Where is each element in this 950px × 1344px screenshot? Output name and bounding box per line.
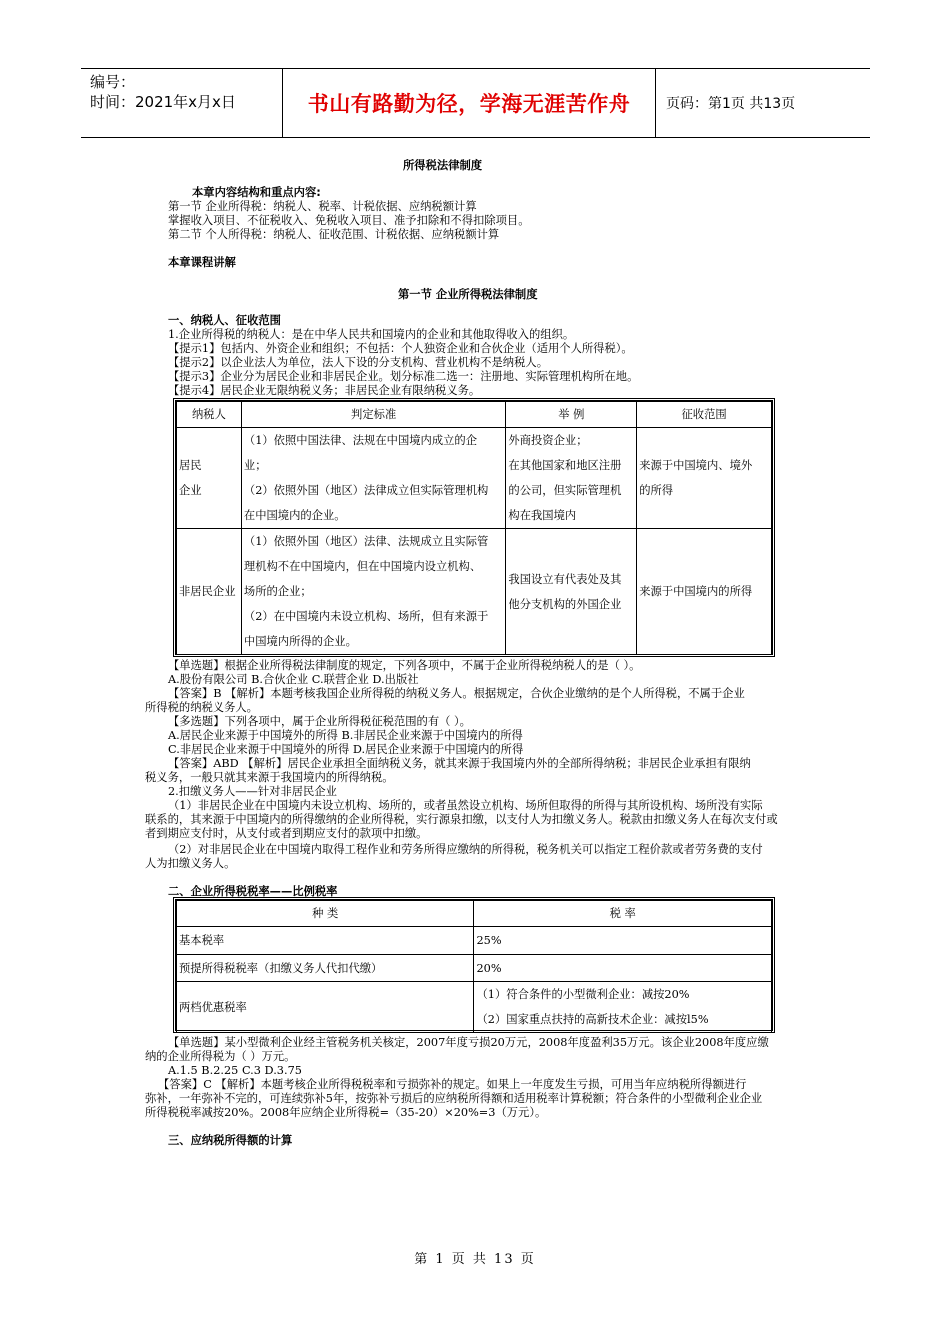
tip-line: 【提示1】包括内、外资企业和组织；不包括：个人独资企业和合伙企业（适用个人所得税）。	[168, 342, 633, 355]
question-line: 【多选题】下列各项中，属于企业所得税征税范围的有（ ）。	[168, 715, 471, 728]
taxpayer-text: 非居民企业	[179, 585, 236, 598]
example-line: 他分支机构的外国企业	[508, 597, 622, 611]
example-line: 我国设立有代表处及其	[508, 572, 622, 586]
section-title: 第一节 企业所得税法律制度	[398, 288, 538, 301]
col-header: 纳税人	[177, 402, 242, 428]
criteria-line: 在中国境内的企业。	[243, 509, 346, 522]
col-header: 种 类	[177, 901, 474, 927]
taxpayer-text: 企业	[179, 484, 202, 497]
options-line: A.股份有限公司 B.合伙企业 C.联营企业 D.出版社	[168, 673, 419, 686]
example-line: 在其他国家和地区注册	[508, 459, 622, 472]
table-row	[177, 982, 772, 1033]
table-row	[177, 955, 772, 982]
example-cell	[506, 428, 637, 529]
rate-cell	[474, 982, 772, 1033]
example-cell	[506, 529, 637, 655]
course-heading: 本章课程讲解	[168, 256, 236, 269]
question-line: 【单选题】某小型微利企业经主管税务机关核定，2007年度亏损20万元，2008年度盈利35万元。该企业2008年度应缴	[168, 1036, 769, 1049]
scope-line: 来源于中国境内、境外	[639, 459, 753, 472]
example-line: 构在我国境内	[508, 509, 577, 522]
options-line: A.居民企业来源于中国境外的所得 B.非居民企业来源于中国境内的所得	[168, 729, 523, 742]
scope-cell	[637, 428, 772, 529]
criteria-line: 理机构不在中国境内，但在中国境内设立机构、	[243, 560, 482, 573]
intro-heading: 本章内容结构和重点内容:	[192, 186, 321, 199]
options-line: C.非居民企业来源于中国境外的所得 D.居民企业来源于中国境内的所得	[168, 743, 524, 756]
body-line: （1）非居民企业在中国境内未设立机构、场所的，或者虽然设立机构、场所但取得的所得与其所设机构、场所没有实际	[168, 799, 763, 812]
rate-table	[176, 900, 772, 1033]
intro-line: 掌握收入项目、不征税收入、免税收入项目、准予扣除和不得扣除项目。	[168, 214, 530, 227]
header-page-cell	[656, 69, 870, 137]
scope-line: 来源于中国境内的所得	[639, 585, 753, 598]
example-line: 的公司，但实际管理机	[508, 484, 622, 497]
rate-cell: 20%	[474, 955, 772, 982]
example-line: 外商投资企业；	[508, 434, 588, 447]
criteria-line: （1）依照外国（地区）法律、法规成立且实际管	[243, 535, 489, 548]
tip-line: 【提示2】以企业法人为单位，法人下设的分支机构、营业机构不是纳税人。	[168, 356, 548, 369]
kind-cell: 预提所得税税率（扣缴义务人代扣代缴）	[177, 955, 474, 982]
part-heading: 一、纳税人、征收范围	[168, 314, 281, 327]
rate-line: （1）符合条件的小型微利企业：减按20%	[476, 988, 690, 1001]
criteria-cell	[241, 428, 506, 529]
answer-line: 所得税税率减按20%。2008年应纳企业所得税=（35-20）×20%=3（万元）。	[145, 1106, 547, 1119]
question-line: 【单选题】根据企业所得税法律制度的规定，下列各项中，不属于企业所得税纳税人的是（ ）。	[168, 659, 641, 672]
number-label: 编号：	[90, 73, 136, 91]
table-row	[177, 529, 772, 655]
col-header: 税 率	[474, 901, 772, 927]
taxpayer-cell	[177, 428, 242, 529]
kind-cell: 两档优惠税率	[177, 982, 474, 1033]
header-motto-cell	[283, 69, 656, 137]
body-line: 者到期应支付时，从支付或者到期应支付的款项中扣缴。	[145, 827, 428, 840]
body-line: 2.扣缴义务人——针对非居民企业	[168, 785, 337, 798]
kind-cell: 基本税率	[177, 927, 474, 955]
body-line: （2）对非居民企业在中国境内取得工程作业和劳务所得应缴纳的所得税，税务机关可以指定工程价款或者劳务费的支付	[168, 843, 763, 856]
doc-title: 所得税法律制度	[403, 159, 483, 172]
col-header: 征收范围	[637, 402, 772, 428]
body-line: 联系的，其来源于中国境内的所得缴纳的企业所得税，实行源泉扣缴，以支付人为扣缴义务人。税款由扣缴义务人在每次支付或	[145, 813, 778, 826]
answer-line: 【答案】C 【解析】本题考核企业所得税税率和亏损弥补的规定。如果上一年度发生亏损，可用当年应纳税所得额进行	[158, 1078, 747, 1091]
criteria-line: 业；	[243, 459, 267, 472]
taxpayer-text: 居民	[179, 459, 202, 472]
intro-line: 第一节 企业所得税：纳税人、税率、计税依据、应纳税额计算	[168, 200, 477, 213]
date-label: 时间：2021年x月x日	[90, 93, 236, 111]
answer-line: 弥补，一年弥补不完的，可连续弥补5年，按弥补亏损后的应纳税所得额和适用税率计算税额；符合条件的小型微利企业企业	[145, 1092, 763, 1105]
part-heading: 二、企业所得税税率——比例税率	[168, 885, 338, 898]
answer-line: 税义务，一般只就其来源于我国境内的所得纳税。	[145, 771, 394, 784]
part-heading: 三、应纳税所得额的计算	[168, 1134, 293, 1147]
page-footer: 第 1 页 共 13 页	[414, 1252, 536, 1267]
criteria-line: 中国境内所得的企业。	[243, 635, 357, 648]
col-header: 判定标准	[241, 402, 506, 428]
answer-line: 【答案】ABD 【解析】居民企业承担全面纳税义务，就其来源于我国境内外的全部所得纳税；非居民企业承担有限纳	[168, 757, 751, 770]
answer-line: 所得税的纳税义务人。	[145, 701, 258, 714]
table-row	[177, 428, 772, 529]
intro-line: 第二节 个人所得税：纳税人、征收范围、计税依据、应纳税额计算	[168, 228, 500, 241]
options-line: A.1.5 B.2.25 C.3 D.3.75	[168, 1064, 302, 1077]
document-header	[81, 68, 870, 138]
tip-line: 【提示3】企业分为居民企业和非居民企业。划分标准二选一：注册地、实际管理机构所在地。	[168, 370, 639, 383]
tip-line: 【提示4】居民企业无限纳税义务；非居民企业有限纳税义务。	[168, 384, 481, 397]
taxpayer-table	[176, 401, 772, 655]
table-header-row	[177, 402, 772, 428]
body-line: 1.企业所得税的纳税人：是在中华人民共和国境内的企业和其他取得收入的组织。	[168, 328, 575, 341]
col-header: 举 例	[506, 402, 637, 428]
rate-cell: 25%	[474, 927, 772, 955]
answer-line: 【答案】B 【解析】本题考核我国企业所得税的纳税义务人。根据规定，合伙企业缴纳的是个人所得税，不属于企业	[168, 687, 745, 700]
question-line: 纳的企业所得税为（ ）万元。	[145, 1050, 296, 1063]
scope-cell	[637, 529, 772, 655]
criteria-line: 场所的企业；	[243, 585, 312, 598]
page-info: 页码：第1页 共13页	[666, 96, 796, 112]
table-header-row	[177, 901, 772, 927]
scope-line: 的所得	[639, 484, 674, 497]
motto: 书山有路勤为径，学海无涯苦作舟	[307, 92, 631, 116]
criteria-line: （2）在中国境内未设立机构、场所，但有来源于	[243, 610, 489, 623]
table-row	[177, 927, 772, 955]
criteria-cell	[241, 529, 506, 655]
taxpayer-cell	[177, 529, 242, 655]
criteria-line: （1）依照中国法律、法规在中国境内成立的企	[243, 434, 478, 447]
criteria-line: （2）依照外国（地区）法律成立但实际管理机构	[243, 484, 489, 497]
header-meta-cell	[81, 69, 283, 137]
body-line: 人为扣缴义务人。	[145, 857, 236, 870]
rate-line: （2）国家重点扶持的高新技术企业：减按l5%	[476, 1013, 709, 1026]
